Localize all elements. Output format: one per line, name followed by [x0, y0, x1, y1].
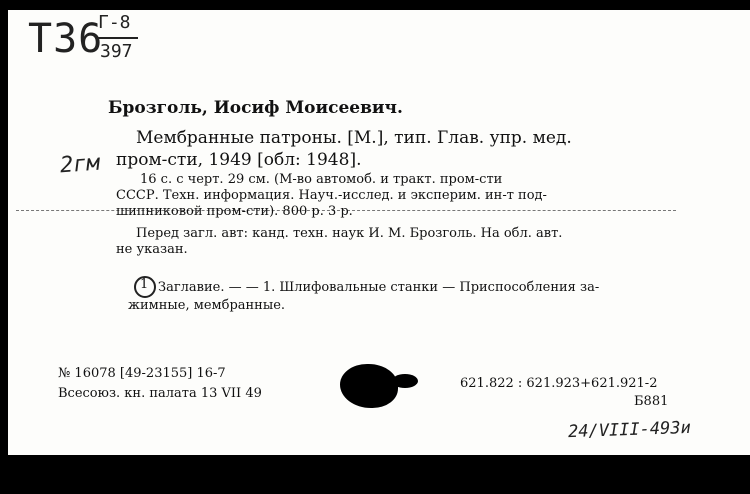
publisher-line: Всесоюз. кн. палата 13 VII 49: [58, 386, 262, 401]
udc-classification: 621.822 : 621.923+621.921-2: [460, 376, 658, 391]
author-heading: Брозголь, Иосиф Моисеевич.: [108, 98, 403, 118]
call-number-top: Г-8: [98, 12, 131, 33]
call-number-main: T36: [28, 16, 104, 62]
title-line-2: пром-сти, 1949 [обл: 1948].: [116, 150, 362, 170]
catalog-card: [8, 10, 750, 455]
ink-blot: [340, 364, 398, 408]
physical-description-1: 16 с. с черт. 29 см. (М-во автомоб. и тракт. пром-сти: [140, 172, 503, 187]
classification-code: Б881: [634, 394, 669, 409]
note-line-1: Перед загл. авт: канд. техн. наук И. М. Брозголь. На обл. авт.: [136, 226, 563, 241]
ink-blot-tail: [392, 374, 418, 388]
physical-description-2: СССР. Техн. информация. Науч.-исслед. и эксперим. ин-т под-: [116, 188, 547, 203]
physical-description-3: шипниковой пром-сти). 800 р. 3 р.: [116, 204, 353, 219]
call-number-divider: [96, 37, 138, 39]
margin-note: 2гм: [59, 150, 101, 179]
call-number: [28, 16, 103, 62]
handwritten-date: 24/VIII-493и: [567, 417, 692, 443]
call-number-bottom: 397: [100, 41, 133, 62]
tracing-line-1: Заглавие. — — 1. Шлифовальные станки — Приспособления за-: [158, 280, 600, 295]
record-number: № 16078 [49-23155] 16-7: [58, 366, 226, 381]
note-line-2: не указан.: [116, 242, 188, 257]
tracing-line-2: жимные, мембранные.: [128, 298, 286, 313]
title-line-1: Мембранные патроны. [М.], тип. Глав. упр. мед.: [136, 128, 572, 148]
tracing-number: 1: [140, 277, 149, 292]
